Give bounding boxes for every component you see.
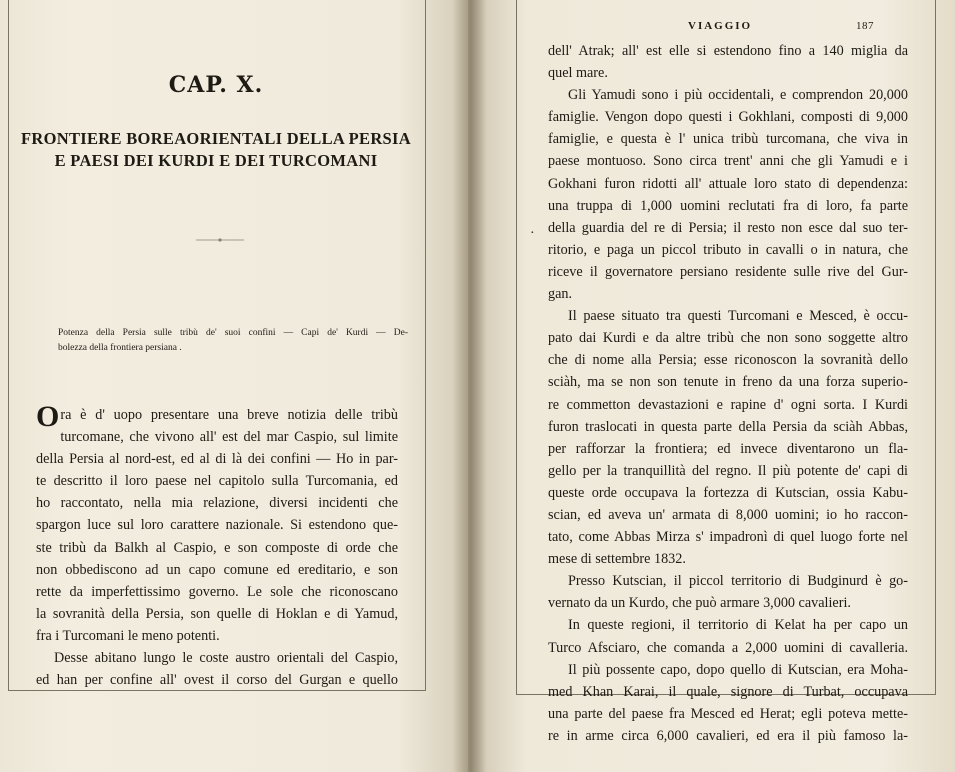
body-line: fra i Turcomani le meno potenti. <box>36 627 220 644</box>
body-line: vernato da un Kurdo, che può armare 3,000 cavalieri. <box>548 595 851 612</box>
body-line: turcomane, che vivono all' est del mar Caspio, sul limite <box>60 429 398 446</box>
body-line <box>36 400 398 433</box>
summary-line: Potenza della Persia sulle tribù de' suoi confini — Capi de' Kurdi — De- <box>58 328 408 338</box>
right-page <box>468 0 955 772</box>
body-line: spargon luce sul loro carattere nazionale. Si estendono que- <box>36 517 398 534</box>
page-number: 187 <box>856 20 874 32</box>
body-line: re commetton devastazioni e rapine d' ogni sorta. I Kurdi <box>548 396 908 413</box>
body-line: pato dai Kurdi e da altre tribù che non sono soggette altro <box>548 330 908 347</box>
body-line: dell' Atrak; all' est elle si estendono fino a 140 miglia da <box>548 43 908 59</box>
body-line: gello per la tranquillità del regno. Il più potente de' capi di <box>548 462 908 479</box>
body-line: re in arme circa 6,000 cavalieri, ed era il più famoso la- <box>548 727 908 744</box>
body-line: gan. <box>548 286 573 303</box>
body-line: Il più possente capo, dopo quello di Kutscian, era Moha- <box>568 661 908 678</box>
body-line: Desse abitano lungo le coste austro orientali del Caspio, <box>54 650 398 667</box>
body-line: riceve il governatore persiano residente sulle rive del Gur- <box>548 263 908 280</box>
drop-cap: O <box>36 400 60 433</box>
book-gutter-shadow <box>452 0 486 772</box>
body-line: furon traslocati in questa parte della Persia da sciàh Abbas, <box>548 418 908 435</box>
body-line: la sovranità della Persia, son quelle di Hoklan e di Yamud, <box>36 605 398 622</box>
body-line: rette da imperfettissimo governo. Le sole che riconoscano <box>36 583 398 600</box>
body-line: Gli Yamudi sono i più occidentali, e comprendon 20,000 <box>568 87 908 104</box>
chapter-title <box>14 128 418 172</box>
body-line: della guardia del re di Persia; il resto non esce dal suo ter- <box>548 219 908 236</box>
body-line: della Persia al nord-est, ed al di là dei confini — Ho in par- <box>36 451 398 468</box>
body-line: mese di settembre 1832. <box>548 551 686 568</box>
chapter-title-line: FRONTIERE BOREAORIENTALI DELLA PERSIA <box>21 129 411 148</box>
body-line-text: ra è d' uopo presentare una breve notizia delle tribù <box>60 407 398 423</box>
body-line: famiglie. Vengon dopo questi i Gokhlani, composti di 9,000 <box>548 109 908 126</box>
body-line: queste orde occupava la fortezza di Kutscian, ossia Kabu- <box>548 484 908 501</box>
right-body-text <box>548 40 908 747</box>
running-head: VIAGGIO <box>688 20 753 32</box>
summary-line: bolezza della frontiera persiana . <box>58 343 182 353</box>
body-line: ste tribù da Balkh al Caspio, e son composte di orde che <box>36 539 398 556</box>
body-line: tato, come Abbas Mirza s' impadronì di quel luogo forte nel <box>548 529 908 546</box>
body-line: Presso Kutscian, il piccol territorio di Budginurd è go- <box>568 573 908 590</box>
body-line: In queste regioni, il territorio di Kelat ha per capo un <box>568 617 908 634</box>
body-line: Turco Afsciaro, che comanda a 2,000 uomini di cavalleria. <box>548 639 908 656</box>
chapter-heading: CAP. X. <box>168 72 264 98</box>
body-line: scian, ed aveva un' armata di 8,000 uomini; io ho raccon- <box>548 506 908 523</box>
chapter-title-line: E PAESI DEI KURDI E DEI TURCOMANI <box>54 151 378 170</box>
body-line: per rafforzar la frontiera; ed invece diventarono un fla- <box>548 440 908 457</box>
body-line: med Khan Karai, il quale, signore di Turbat, occupava <box>548 683 908 700</box>
body-line: Il paese situato tra questi Turcomani e Mesced, è occu- <box>568 308 908 325</box>
body-line: te descritto il loro paese nel capitolo sulla Turcomania, ed <box>36 473 398 490</box>
body-line: Gokhani furon ridotti all' attuale loro stato di dependenza: <box>548 175 908 192</box>
body-line: che di nome alla Persia; esse riconoscon la sovranità dello <box>548 352 908 369</box>
ornament-rule-icon <box>196 236 244 244</box>
body-line: una truppa di 1,000 uomini reclutati fra di loro, fa parte <box>548 197 908 214</box>
chapter-summary <box>58 326 408 356</box>
left-page <box>0 0 468 772</box>
left-body-text <box>36 400 398 691</box>
body-line: paese montuoso. Sono circa trent' anni che gli Yamudi e i <box>548 153 908 170</box>
body-line: quel mare. <box>548 65 608 82</box>
body-line: ho raccontato, nella mia relazione, diversi incidenti che <box>36 495 398 512</box>
body-line: una parte del paese fra Mesced ed Herat; egli poteva mette- <box>548 705 908 722</box>
body-line: ed han per confine all' ovest il corso del Gurgan e quello <box>36 672 398 689</box>
body-line: ritorio, e paga un piccol tributo in cavalli o in natura, che <box>548 241 908 258</box>
body-line: non obbediscono ad un capo comune ed ereditario, e son <box>36 561 398 578</box>
margin-mark: · <box>530 226 535 241</box>
body-line: sciàh, ma se non son tenute in freno da una forza superio- <box>548 374 908 391</box>
body-line: famiglie, e questa è l' unica tribù turcomana, che viva in <box>548 131 908 148</box>
